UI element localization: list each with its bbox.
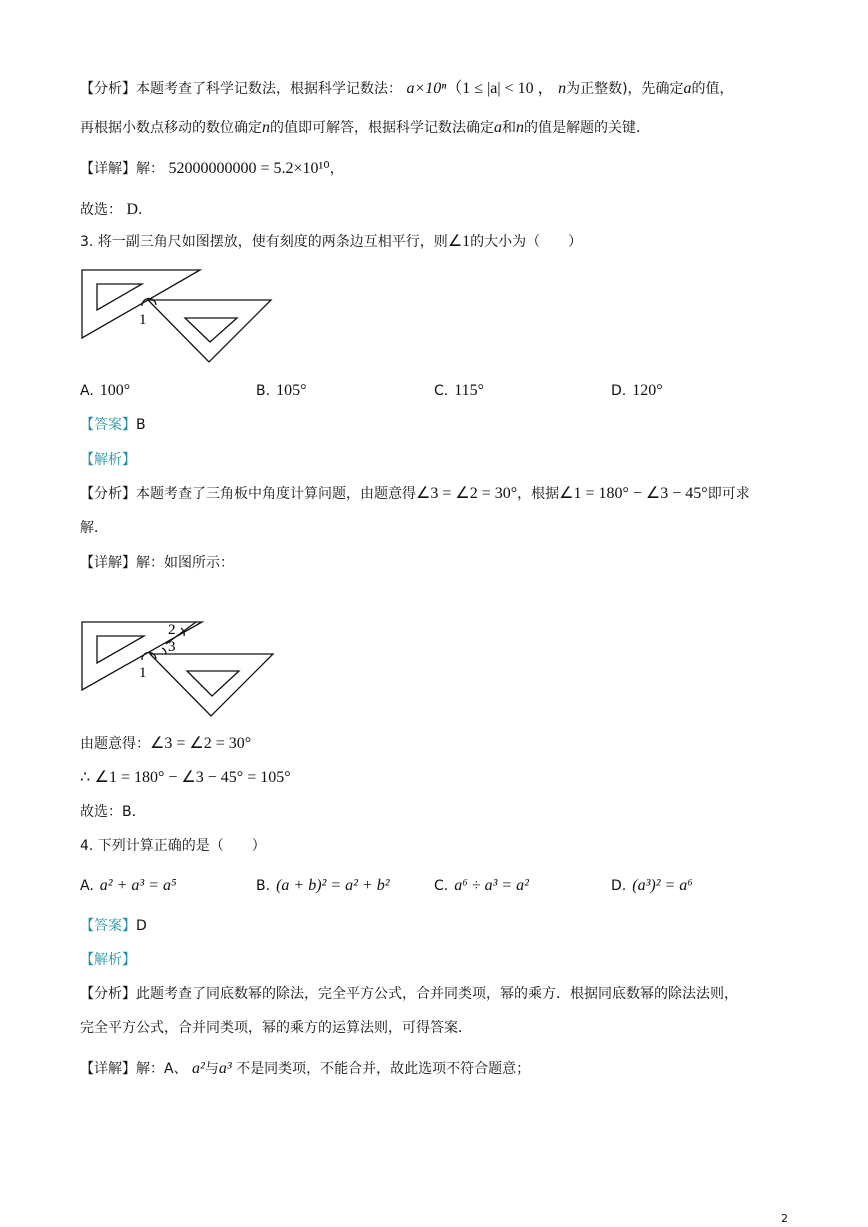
q2-detail: 【详解】解： 52000000000 = 5.2×10¹⁰，	[80, 160, 344, 177]
q3-therefore: ∴ ∠1 = 180° − ∠3 − 45° = 105°	[80, 769, 291, 786]
q2-analysis-line2: 再根据小数点移动的数位确定n的值即可解答，根据科学记数法确定a和n的值是解题的关键．	[80, 119, 650, 136]
q4-analysis-line2: 完全平方公式，合并同类项，幂的乘方的运算法则，可得答案．	[80, 1020, 472, 1036]
jiexi-tag: 【解析】	[80, 452, 136, 468]
q4-option-b: B. (a + b)² = a² + b²	[256, 877, 390, 894]
q3-triangle-figure	[80, 266, 275, 368]
detail-formula: 52000000000 = 5.2×10¹⁰	[168, 160, 330, 177]
q4-detail: 【详解】解：A、 a²与a³ 不是同类项，不能合并，故此选项不符合题意；	[80, 1060, 531, 1077]
set-square-45-inner	[187, 671, 239, 696]
q4-jiexi	[80, 951, 136, 969]
angle-label-1: 1	[139, 665, 147, 681]
q3-option-b: B. 105°	[256, 382, 307, 399]
q3-option-d: D. 120°	[611, 382, 663, 399]
detail-tag: 【详解】	[80, 161, 136, 177]
q3-choice: 故选：B．	[80, 804, 146, 820]
q3-detail: 【详解】解：如图所示：	[80, 555, 234, 571]
q3-solution-figure	[80, 618, 280, 720]
q2-analysis-line1: 【分析】本题考查了科学记数法，根据科学记数法： a×10ⁿ（1 ≤ |a| < 10 ， n为正整数)，先确定a的值，	[80, 80, 734, 97]
jiexi-tag: 【解析】	[80, 952, 136, 968]
set-square-45-outer	[148, 300, 271, 362]
angle-label-2: 2	[168, 622, 176, 638]
angle-label-1: 1	[139, 312, 147, 328]
q3-derive: 由题意得：∠3 = ∠2 = 30°	[80, 735, 252, 752]
analysis-tag: 【分析】	[80, 81, 136, 97]
q3-stem: 3. 将一副三角尺如图摆放，使有刻度的两条边互相平行，则∠1的大小为（ ）	[80, 233, 583, 250]
angle-label-3: 3	[168, 639, 176, 655]
sci-notation-formula: a×10ⁿ	[406, 80, 447, 97]
answer-tag: 【答案】	[80, 918, 136, 934]
q4-stem: 4. 下列计算正确的是（ ）	[80, 838, 266, 854]
q4-option-c: C. a⁶ ÷ a³ = a²	[434, 877, 529, 894]
q4-analysis-line1: 【分析】此题考查了同底数幂的除法，完全平方公式，合并同类项，幂的乘方．根据同底数幂的除法法则，	[80, 986, 738, 1002]
answer-tag: 【答案】	[80, 417, 136, 433]
q4-answer: 【答案】D	[80, 918, 147, 934]
q2-choice: 故选： D．	[80, 201, 153, 218]
q3-analysis-line1: 【分析】本题考查了三角板中角度计算问题，由题意得∠3 = ∠2 = 30°，根据∠1 = 180° − ∠3 − 45°即可求	[80, 485, 750, 502]
q3-jiexi	[80, 451, 136, 469]
page-number: 2	[781, 1212, 788, 1225]
q3-analysis-line2: 解．	[80, 520, 108, 536]
q3-answer: 【答案】B	[80, 417, 146, 433]
q3-option-a: A. 100°	[80, 382, 131, 399]
set-square-30-inner	[97, 284, 142, 310]
q4-option-a: A. a² + a³ = a⁵	[80, 877, 177, 894]
q3-option-c: C. 115°	[434, 382, 485, 399]
q4-option-d: D. (a³)² = a⁶	[611, 877, 693, 894]
set-square-45-inner	[185, 318, 237, 342]
set-square-45-outer	[150, 654, 273, 716]
